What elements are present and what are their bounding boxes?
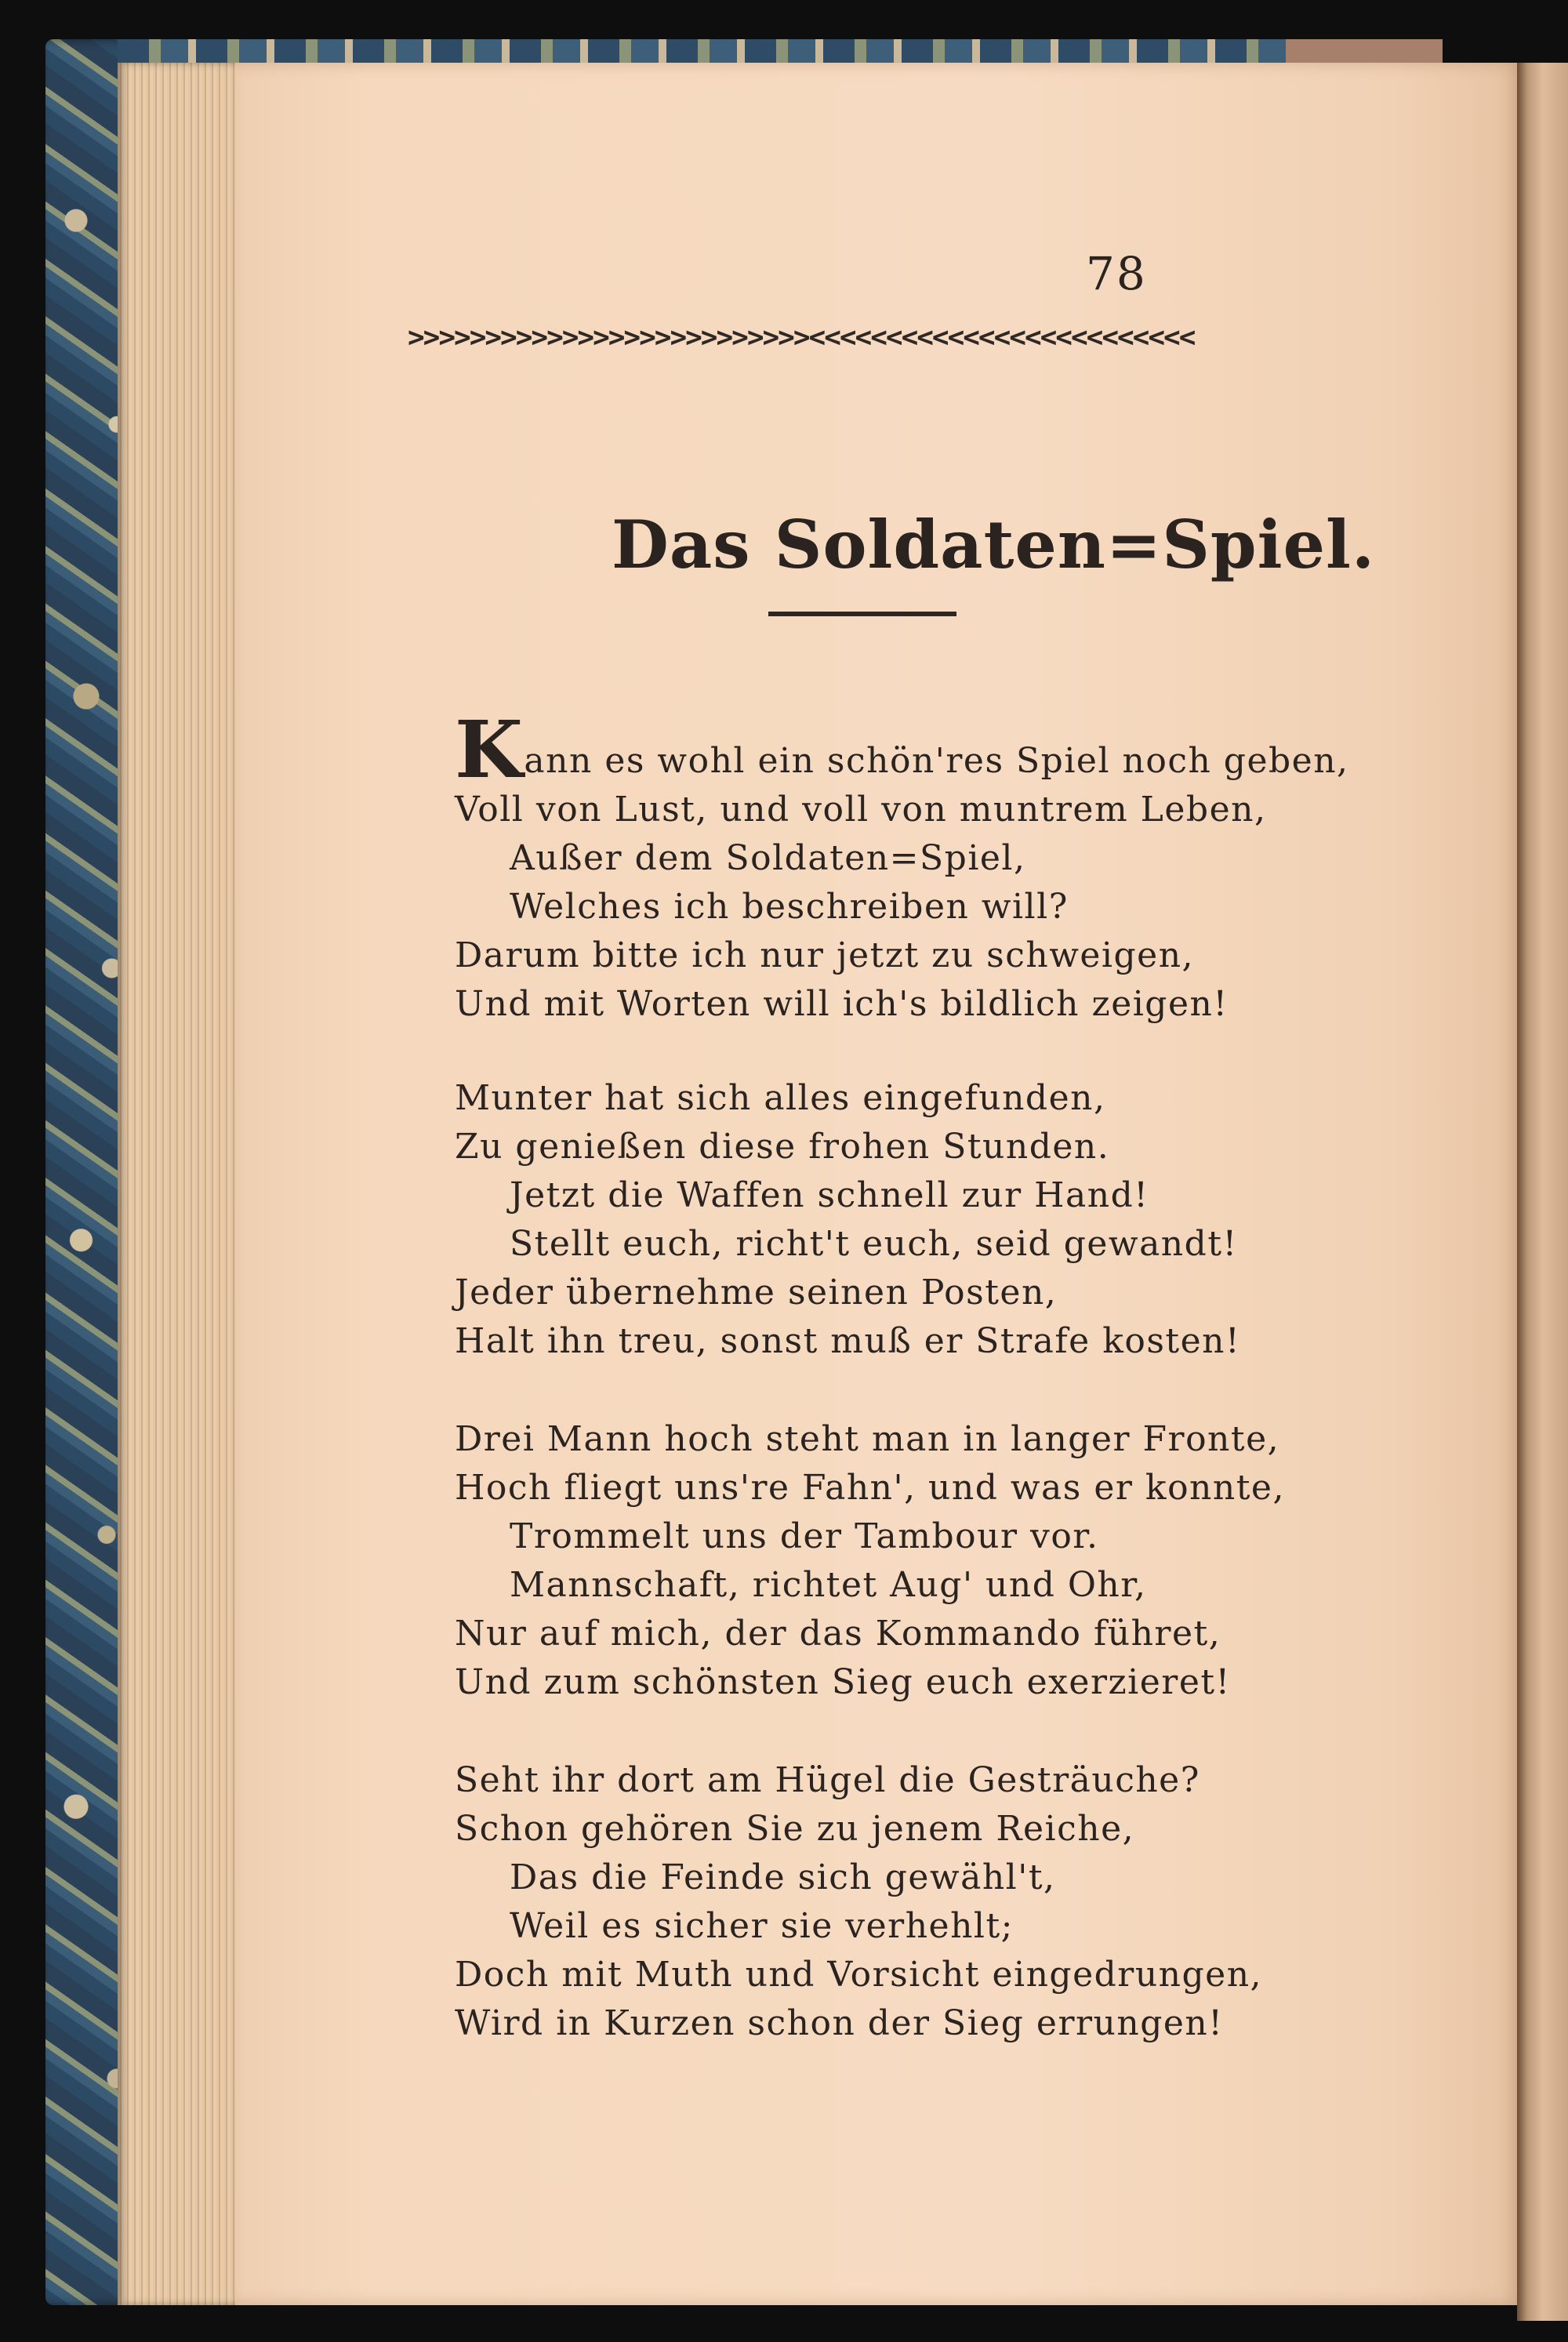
- verse-line: Welches ich beschreiben will?: [510, 887, 1069, 927]
- title-underline: [768, 612, 956, 616]
- verse-line: Außer dem Soldaten=Spiel,: [510, 838, 1026, 878]
- verse-line: Weil es sicher sie verhehlt;: [510, 1906, 1014, 1946]
- poem-title: Das Soldaten=Spiel.: [612, 506, 1376, 583]
- verse-line: Darum bitte ich nur jetzt zu schweigen,: [455, 935, 1195, 975]
- verse-line: Jetzt die Waffen schnell zur Hand!: [510, 1175, 1149, 1215]
- verse-line: Doch mit Muth und Vorsicht eingedrungen,: [455, 1955, 1263, 1995]
- stanza-3: [455, 1415, 1474, 1707]
- stanza-4: [455, 1756, 1474, 2048]
- verse-line: Trommelt uns der Tambour vor.: [510, 1516, 1099, 1556]
- verse-line: Voll von Lust, und voll von muntrem Leben,: [455, 790, 1267, 830]
- verse-line: Und zum schönsten Sieg euch exerzieret!: [455, 1662, 1231, 1702]
- verse-line: Und mit Worten will ich's bildlich zeigen!: [455, 984, 1229, 1024]
- verse-line: Nur auf mich, der das Kommando führet,: [455, 1614, 1221, 1654]
- stanza-2: [455, 1074, 1474, 1366]
- verse-line: Schon gehören Sie zu jenem Reiche,: [455, 1809, 1135, 1849]
- ornament-rule: >>>>>>>>>>>>>>>>>>>>>>>>>><<<<<<<<<<<<<<<<<<<<<<<<<: [408, 321, 1195, 354]
- verse-line: Halt ihn treu, sonst muß er Strafe kosten!: [455, 1321, 1241, 1361]
- page-stack-edge: [118, 63, 235, 2305]
- verse-line: Hoch fliegt uns're Fahn', und was er konnte,: [455, 1468, 1285, 1508]
- verse-line: Das die Feinde sich gewähl't,: [510, 1857, 1056, 1897]
- facing-page-edge: [1517, 63, 1568, 2321]
- verse-line: Jeder übernehme seinen Posten,: [455, 1273, 1058, 1313]
- verse-line: Stellt euch, richt't euch, seid gewandt!: [510, 1224, 1238, 1264]
- page-number: 78: [1086, 247, 1147, 300]
- verse-line: Munter hat sich alles eingefunden,: [455, 1078, 1106, 1118]
- verse-line: Zu genießen diese frohen Stunden.: [455, 1127, 1110, 1167]
- drop-cap: K: [455, 703, 524, 796]
- verse-line: Kann es wohl ein schön'res Spiel noch geben,: [455, 703, 1349, 796]
- page-content: [235, 63, 1521, 2305]
- verse-line: Drei Mann hoch steht man in langer Fronte,: [455, 1419, 1280, 1459]
- verse-line: Mannschaft, richtet Aug' und Ohr,: [510, 1565, 1147, 1605]
- stanza-1: [455, 703, 1474, 1029]
- verse-line: Seht ihr dort am Hügel die Gesträuche?: [455, 1760, 1200, 1800]
- verse-line: Wird in Kurzen schon der Sieg errungen!: [455, 2003, 1224, 2043]
